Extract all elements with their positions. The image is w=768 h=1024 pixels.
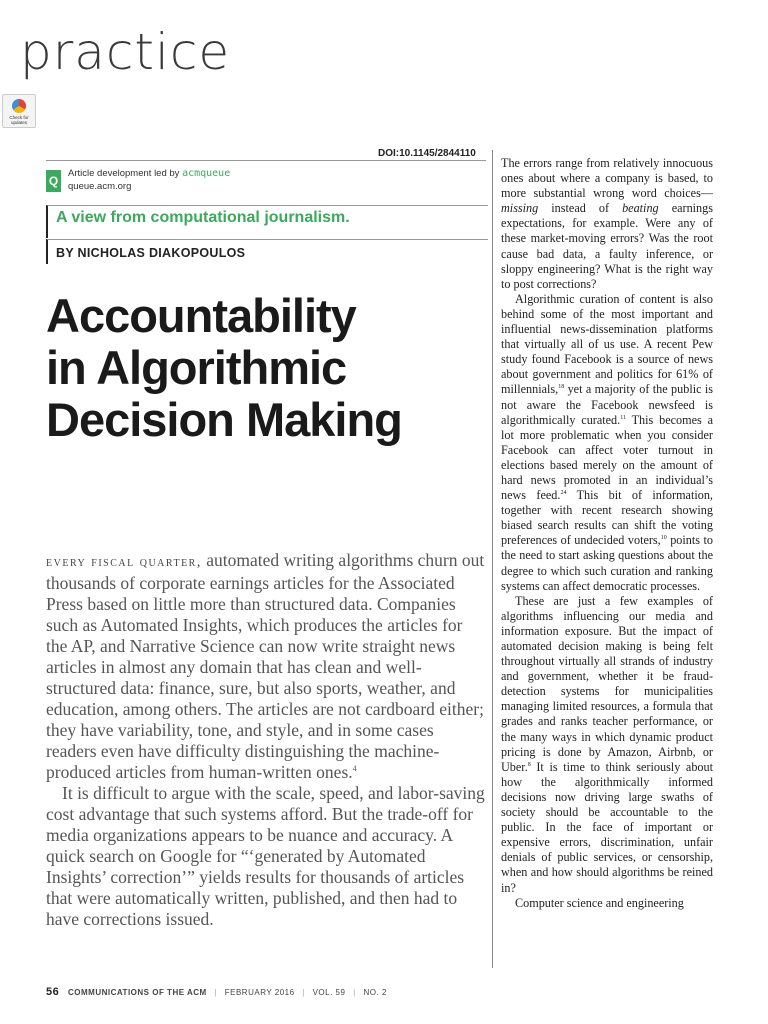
body-paragraph: These are just a few examples of algorithms influencing our media and information exposure. But the impact of automated decision making is being felt throughout virtually all strands of industry and government, whether it be fraud-detection systems for municipalities managing limited resources, a formula that grades and ranks teacher performance, or the many ways in which dynamic product pricing is done by Amazon, Airbnb, or Uber.$^8$ It is time to think seriously about how the algorithmically informed decisions now driving large swaths of society should be accountable to the public. In the face of important or expensive errors, discrimination, unfair denials of public services, or censorship, when and how should algorithms be reined in?	[501, 593, 713, 895]
check-for-updates-badge[interactable]	[2, 94, 36, 128]
reference[interactable]: 8	[527, 761, 531, 768]
issue-number: NO. 2	[363, 988, 387, 997]
reference[interactable]: 10	[660, 535, 667, 542]
body-paragraph: every fiscal quarter, automated writing algorithms churn out thousands of corporate earnings articles for the Associated Press based on little more than structured data. Companies such as Automated Insights, which produces the articles for the AP, and Narrative Science can now write straight news articles in almost any domain that has clean and well-structured data: finance, sure, but also sports, weather, and education, among others. The articles are not cardboard either; they have variability, tone, and style, and in some cases readers even have difficulty distinguishing the machine-produced articles from human-written ones.$^4$	[46, 550, 485, 782]
divider: |	[353, 988, 356, 997]
divider	[46, 160, 486, 161]
queue-url[interactable]: queue.acm.org	[68, 181, 132, 192]
update-icon	[12, 99, 26, 113]
reference[interactable]: 18	[558, 384, 565, 391]
reference[interactable]: 11	[620, 414, 626, 421]
magazine-name: COMMUNICATIONS OF THE ACM	[67, 988, 207, 997]
column-divider	[492, 150, 493, 968]
title-line: Decision Making	[46, 393, 402, 446]
page-footer	[46, 986, 387, 998]
kicker: A view from computational journalism.	[56, 209, 350, 226]
issue-date: FEBRUARY 2016	[224, 988, 295, 997]
page-number: 56	[46, 986, 60, 998]
body-column-1	[46, 550, 486, 930]
body-paragraph: The errors range from relatively innocuous ones about where a company is based, to more substantial wrong word choices—missing instead of beating earnings expectations, for example. Were any of these market-moving errors? Was the root cause bad data, a faulty inference, or sloppy engineering? What is the right way to post corrections?	[501, 156, 713, 291]
body-paragraph: It is difficult to argue with the scale, speed, and labor-saving cost advantage that such systems afford. But the trade-off for media organizations appears to be nuance and accuracy. A quick search on Google for “‘generated by Automated Insights’ correction’” yields results for thousands of articles that were automatically written, published, and then had to have corrections issued.	[46, 783, 485, 929]
lead-in: every fiscal quarter,	[46, 555, 202, 570]
title-line: Accountability	[46, 289, 356, 342]
body-paragraph: Computer science and engineering	[515, 895, 684, 910]
reference[interactable]: 4	[352, 764, 357, 774]
byline: BY NICHOLAS DIAKOPOULOS	[56, 246, 246, 260]
article-dev-credit	[68, 168, 230, 179]
acmqueue-logo: acmqueue	[182, 168, 231, 179]
reference[interactable]: 24	[560, 490, 567, 496]
doi-label: DOI:10.1145/2844110	[378, 148, 476, 159]
article-title	[46, 290, 486, 446]
divider: |	[302, 988, 305, 997]
divider: |	[214, 988, 218, 997]
title-line: in Algorithmic	[46, 341, 347, 394]
queue-icon: Q	[46, 170, 61, 192]
section-label: practice	[20, 23, 231, 81]
update-badge-label: Check for updates	[9, 115, 29, 125]
volume: VOL. 59	[312, 988, 346, 997]
body-column-2	[501, 156, 713, 911]
body-paragraph: Algorithmic curation of content is also behind some of the most important and influential news-dissemination platforms that virtually all of us use. A recent Pew study found Facebook is a source of news about government and politics for 61% of millennials,$^{18}$ yet a majority of the public is not aware the Facebook newsfeed is algorithmically curated.$^{11}$ This becomes a lot more problematic when you consider Facebook can affect voter turnout in elections based merely on the amount of hard news promoted in an individual’s news feed.$^{24}$ This bit of information, together with recent research showing biased search results can shift the voting preferences of undecided voters,$^{10}$ points to the need to start asking questions about the degree to which such curation and ranking systems can affect democratic processes.	[501, 291, 713, 593]
dev-led-by: Article development led by	[68, 168, 180, 179]
